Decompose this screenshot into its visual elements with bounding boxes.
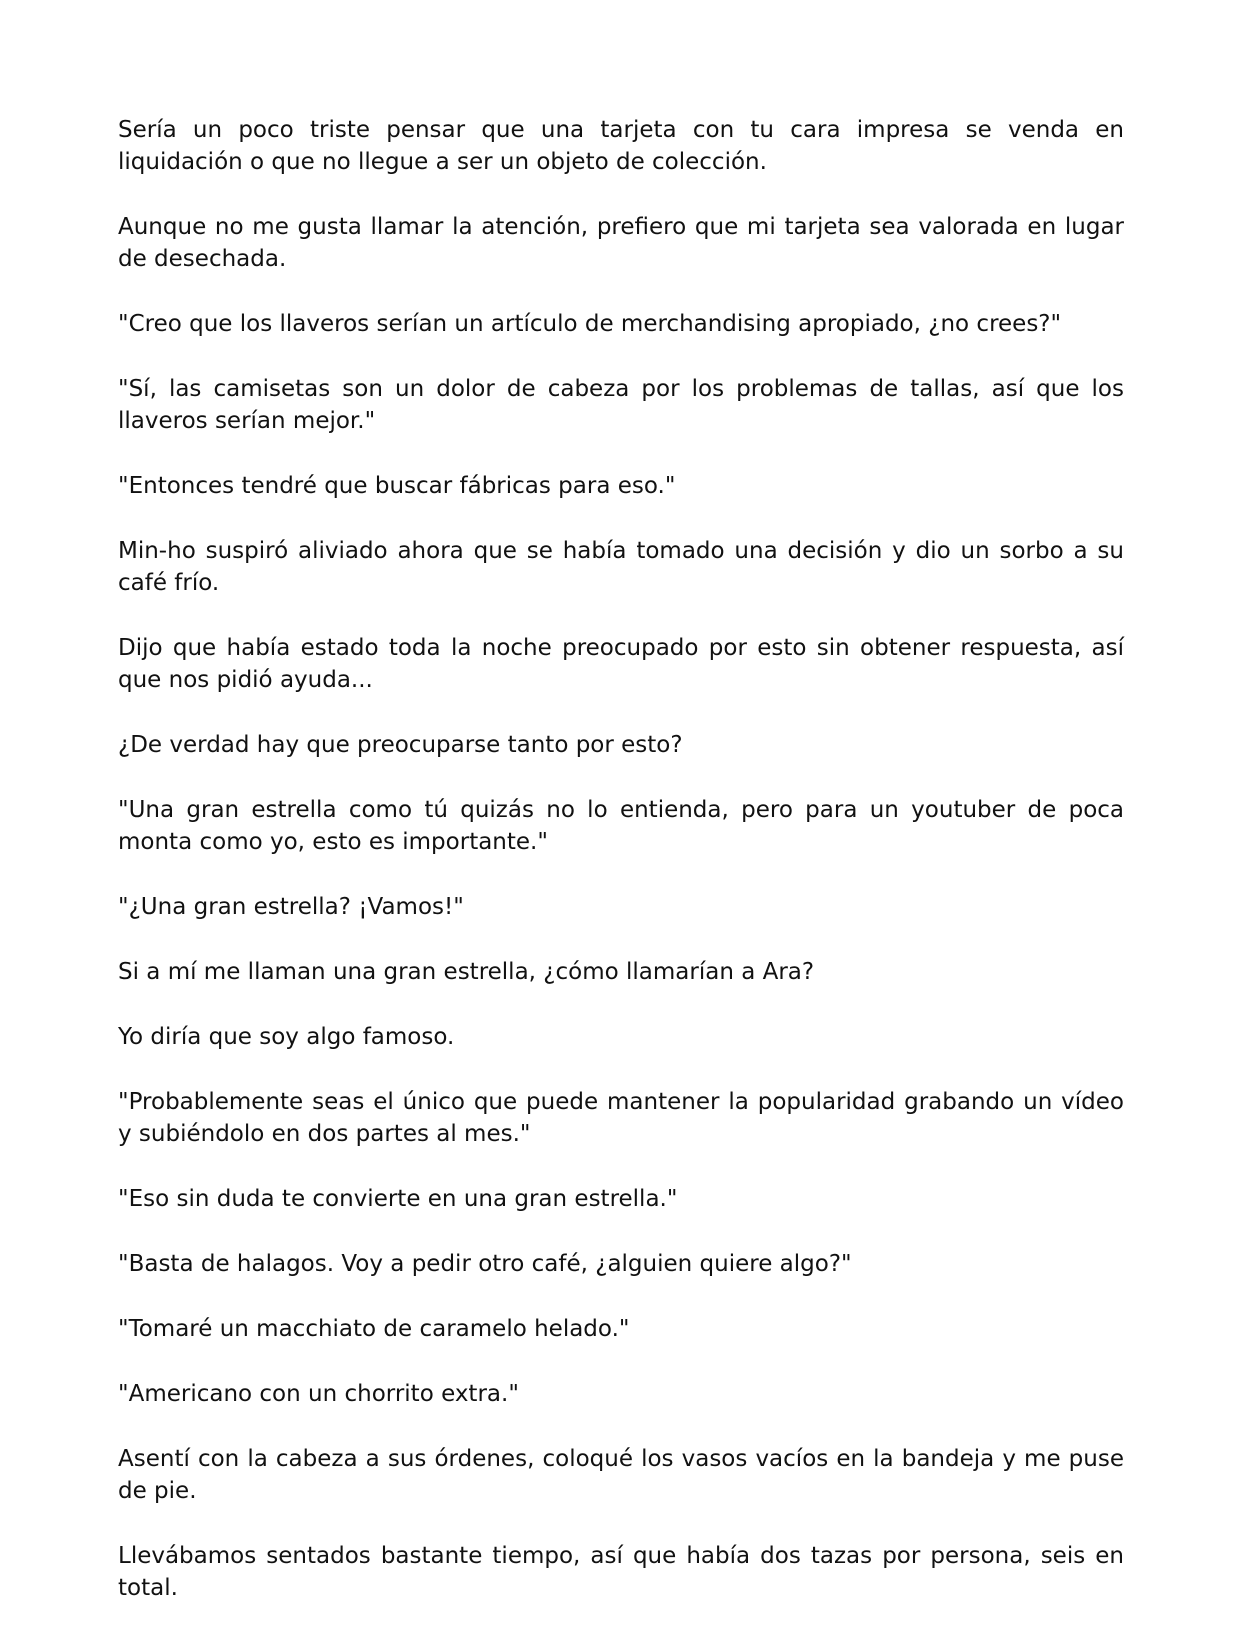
paragraph: Si a mí me llaman una gran estrella, ¿cómo llamarían a Ara?: [118, 959, 815, 985]
paragraph: Asentí con la cabeza a sus órdenes, coloqué los vasos vacíos en la bandeja y me puse de pie.: [118, 1446, 1124, 1504]
paragraph: Llevábamos sentados bastante tiempo, así que había dos tazas por persona, seis en total.: [118, 1543, 1124, 1601]
paragraph: "Americano con un chorrito extra.": [118, 1381, 519, 1407]
paragraph: Dijo que había estado toda la noche preocupado por esto sin obtener respuesta, así que nos pidió ayuda...: [118, 635, 1124, 693]
paragraph: Sería un poco triste pensar que una tarjeta con tu cara impresa se venda en liquidación o que no llegue a ser un objeto de colección.: [118, 117, 1124, 175]
paragraph: "Tomaré un macchiato de caramelo helado.": [118, 1316, 630, 1342]
paragraph: "¿Una gran estrella? ¡Vamos!": [118, 894, 464, 920]
paragraph: "Basta de halagos. Voy a pedir otro café, ¿alguien quiere algo?": [118, 1251, 852, 1277]
paragraph: "Probablemente seas el único que puede mantener la popularidad grabando un vídeo y subiéndolo en dos partes al mes.": [118, 1089, 1124, 1147]
paragraph: Min-ho suspiró aliviado ahora que se había tomado una decisión y dio un sorbo a su café frío.: [118, 538, 1124, 596]
paragraph: "Entonces tendré que buscar fábricas para eso.": [118, 473, 676, 499]
paragraph: "Sí, las camisetas son un dolor de cabeza por los problemas de tallas, así que los llaveros serían mejor.": [118, 376, 1124, 434]
paragraph: Yo diría que soy algo famoso.: [118, 1024, 455, 1050]
paragraph: Aunque no me gusta llamar la atención, prefiero que mi tarjeta sea valorada en lugar de desechada.: [118, 214, 1124, 272]
paragraph: "Creo que los llaveros serían un artículo de merchandising apropiado, ¿no crees?": [118, 311, 1062, 337]
document-body: [118, 114, 1124, 1637]
paragraph: "Eso sin duda te convierte en una gran estrella.": [118, 1186, 678, 1212]
paragraph: "Una gran estrella como tú quizás no lo entienda, pero para un youtuber de poca monta como yo, esto es importante.": [118, 797, 1124, 855]
paragraph: ¿De verdad hay que preocuparse tanto por esto?: [118, 732, 683, 758]
